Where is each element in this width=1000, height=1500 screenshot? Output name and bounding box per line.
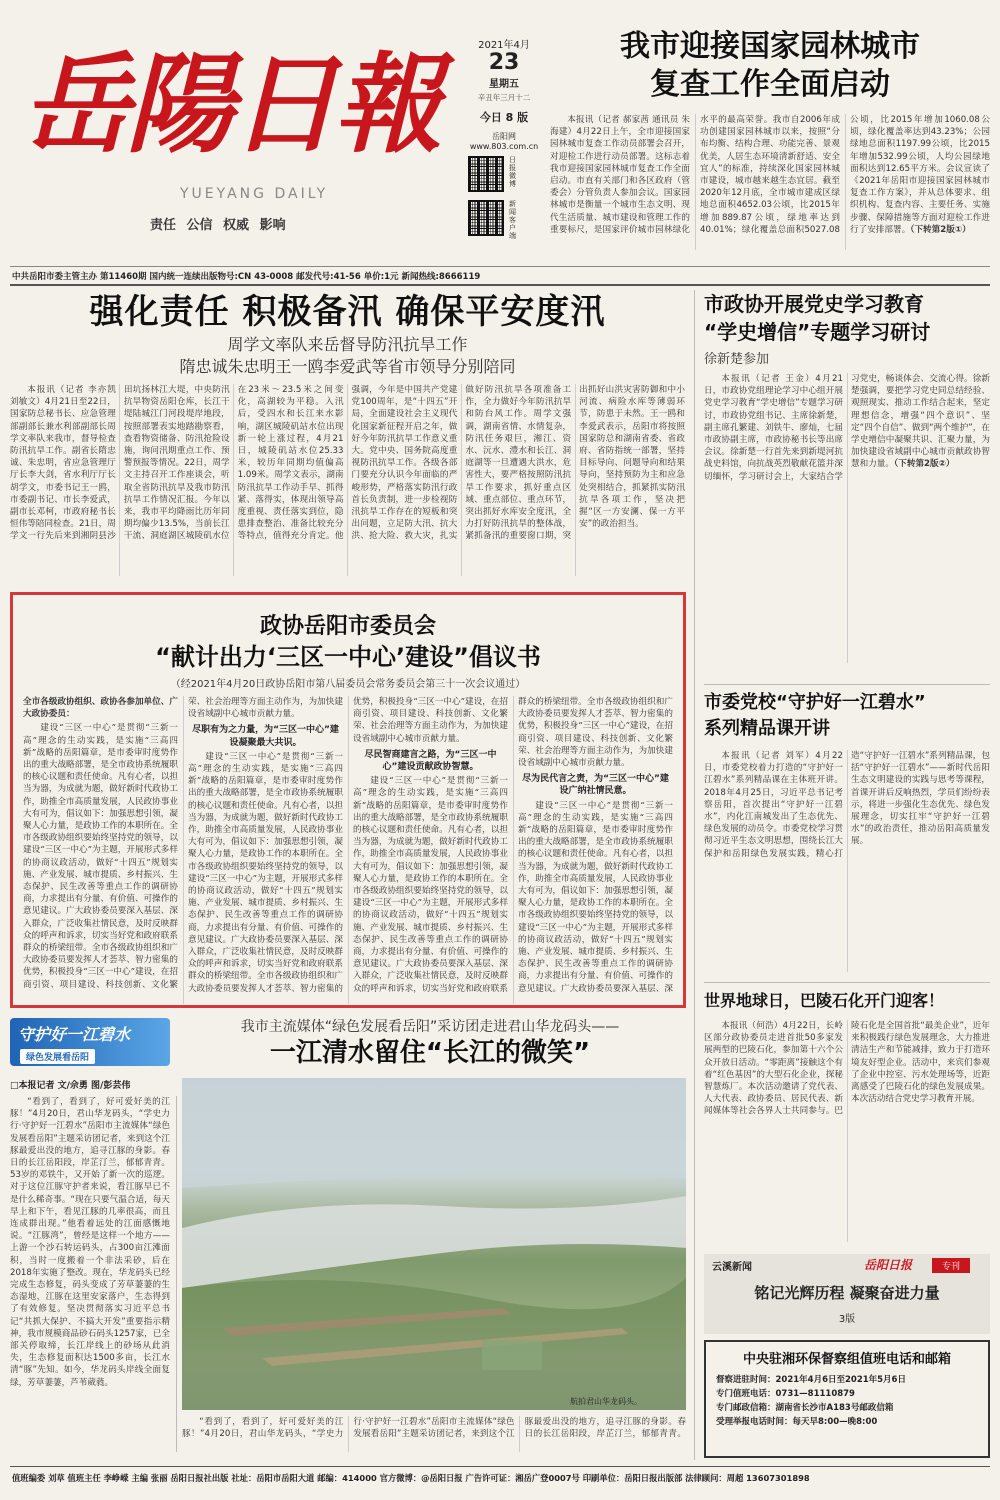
right-story-2-body: 本报讯（记者 刘军）4月22日，市委党校着力打造的“守护好一江碧水”系列精品课在主体班开讲。2018年4月25日，习近平总书记考察岳阳，首次提出“守护好一江碧水”，内化江南城发出了生态优先、绿色发展的动员令。市委党校学习贯彻习近平生态文明思想，围绕长江大保护和岳阳绿色发展实践，精心打造“守护好一江碧水”系列精品课，包括“守护好一江碧水”——新时代岳阳生态文明建设的实践与思考等课程，首课开讲后反响热烈，学员们纷纷表示，将进一步强化生态优先、绿色发展理念，切实扛牢“守护好一江碧水”的政治责任，推动岳阳高质量发展。	[704, 751, 990, 859]
top-story-title-2: 复查工作全面启动	[650, 67, 890, 102]
top-story-body: 本报讯（记者 郝家茜 通讯员 朱海建）4月22日上午，全市迎接国家园林城市复查工作动员部署会召开，对迎检工作进行动员部署。这标志着我市迎接国家园林城市复查工作全面启动。市直有关部门和各区政府（管委会）分管负责人参加会议。国家园林城市是衡量一个城市生态文明、现代生活质量、城市建设和管理工作的重要标尺，是国家评价城市园林绿化水平的最高荣誉。我市自2006年成功创建国家园林城市以来，按照“分布均衡、结构合理、功能完善、景观优美，人居生态环境清新舒适、安全宜人”的标准，持续深化国家园林城市建设，城市越来越生态宜居。截至2020年12月底，全市城市建成区绿地总面积4652.03公顷，比2015年增加889.87公顷，绿地率达到40.01%；绿化覆盖总面积5027.08公顷，比2015年增加1060.08公顷，绿化覆盖率达到43.23%；公园绿地总面积1197.99公顷，比2015年增加532.99公顷，人均公园绿地面积达到12.65平方米。会议宣读了《2021年岳阳市迎接国家园林城市复查工作方案》，并从总体要求、组织机构、复查内容、主要任务、实施步骤、保障措施等方面对迎检工作进行了安排部署。（下转第2版①）	[550, 115, 990, 235]
qr-label-app: 新闻客户端	[509, 200, 516, 240]
promo-label: 云溪新闻	[712, 1262, 752, 1273]
date-block	[465, 36, 543, 151]
right-story-1-title-2: “学史增信”专题学习研讨	[704, 320, 931, 344]
yangtze-kicker: 我市主流媒体“绿色发展看岳阳”采访团走进君山华龙码头——	[240, 1019, 620, 1035]
right-story-3-body: 本报讯（何浩）4月22日，长岭区部分政协委员走进首批50多家发展两型的巴陵石化，参加第十六个公众开放日活动。“零距离”接触这个有着“红色基因”的大型石化企业，探秘智慧炼厂。本次活动邀请了党代表、人大代表、政协委员、居民代表、新闻媒体等社会各界人士共同参与。巴陵石化是全国首批“最美企业”，近年来积极践行绿色发展理念，大力推进清洁生产和节能减排，致力于打造环境友好型企业。活动中，来宾们参观了企业中控室、污水处理场等，近距离感受了巴陵石化的绿色发展成果。本次活动结合党史学习教育开展。	[704, 1021, 990, 1117]
top-story-title-1: 我市迎接国家园林城市	[620, 29, 920, 64]
cppcc-proposal-box	[10, 592, 686, 1008]
cppcc-section-1: 尽职有为之力量，为“三区一中心”建设凝聚最大共识。	[192, 725, 339, 748]
top-story	[550, 28, 990, 260]
notice-line-3: 专门邮政信箱：湖南省长沙市A183号邮政信箱	[716, 1403, 894, 1413]
right-story-3-title: 世界地球日，巴陵石化开门迎客！	[704, 991, 945, 1010]
notice-title: 中央驻湘环保督察组值班电话和邮箱	[742, 1352, 951, 1367]
yangtze-aerial-photo	[182, 1078, 686, 1410]
right-rule-2	[704, 982, 990, 983]
right-rule-1	[704, 684, 990, 685]
cppcc-section-3: 尽为民代言之责，为“三区一中心”建设广纳社情民意。	[522, 774, 669, 797]
date-lunar: 辛丑年三月十二	[477, 93, 531, 102]
promo-box[interactable]	[704, 1254, 990, 1334]
date-weekday: 星期五	[489, 79, 519, 90]
right-story-1-title-1: 市政协开展党史学习教育	[704, 292, 924, 316]
main-story-title: 强化责任 积极备汛 确保平安度汛	[89, 292, 606, 332]
campaign-badge-sub: 绿色发展看岳阳	[20, 1049, 95, 1064]
promo-title: 铭记光辉历程 凝聚奋进力量	[754, 1284, 940, 1302]
footer: 值班编委 刘草 值班主任 李峥嵘 主编 张丽 岳阳日报社出版 社址：岳阳市岳阳大道 邮编：414000 官方微博：@岳阳日报 广告许可证：湘岳广登0007号 印刷单位：岳阳日报出版部 法律顾问：周超 13607301898	[12, 1473, 810, 1483]
column-divider	[694, 290, 695, 1460]
campaign-badge	[10, 1018, 170, 1066]
page-count: 今日 8 版	[479, 111, 529, 124]
yangtze-body-bottom: “看到了，看到了，好可爱好美的江豚！”4月20日，君山华龙码头，“学史力行·守护好一江碧水”岳阳市主流媒体“绿色发展看岳阳”主题采访团记者，来到这个江豚最爱出没的地方，追寻江豚的身影。春日的长江岳阳段，岸芷汀兰，郁郁青青。	[182, 1417, 686, 1440]
campaign-badge-title: 守护好一江碧水	[18, 1025, 131, 1044]
right-story-3	[704, 988, 990, 1248]
cppcc-section-2: 尽民智商建言之路，为“三区一中心”建设贡献政协智慧。	[364, 749, 497, 773]
yangtze-body-left: “看到了，看到了，好可爱好美的江豚！”4月20日，君山华龙码头，“学史力行·守护好一江碧水”岳阳市主流媒体“绿色发展看岳阳”主题采访团记者，来到这个江豚最爱出没的地方，追寻江豚的身影。春日的长江岳阳段，岸芷汀兰，郁郁青青。53岁的邓铁牛，又开始了新一次的巡逻。对于这位江豚守护者来说，看江豚早已不是什么稀奇事。“现在只要气温合适，每天早上和下午，看见江豚的几率很高，而且连成群出现。”他看着远处的江面感慨地说。“江豚湾”，曾经是这样一个地方——上游一个沙石转运码头，占300亩江滩面积，当时一度搬着一个非法采砂，后在2018年实施了整改。现在，华龙码头已经完成生态修复，码头变成了芳草萋萋的生态湿地，江豚在这里安家落户，生态得到了有效修复。坚决贯彻落实习近平总书记“共抓大保护、不搞大开发”重要指示精神，我市规模商品砂石码头1257家，已全部关停取缔，长江岸线上的砂场从此消失，生态修复面积达1500多亩，长江水清“豚”先知。如今，华龙码头岸线全面复绿，芳草萋萋，芦苇葳蕤。	[10, 1097, 170, 1388]
info-bar: 中共岳阳市委主管主办 第11460期 国内统一连续出版物号:CN 43-0008 邮发代号:41-56 单价:1元 新闻热线:8666119	[12, 272, 481, 282]
qr-label-weibo: 日报微博	[509, 156, 516, 188]
footer-rule	[10, 1466, 990, 1467]
promo-page: 3版	[838, 1314, 856, 1325]
notice-box	[704, 1340, 990, 1458]
main-story-body: 本报讯（记者 李亦凯 刘敏文）4月21日至22日，国家防总秘书长、应急管理部副部长兼水利部副部长周学文率队来我市，督导检查防汛抗旱工作。副省长隋忠诚、朱忠明，省应急管理厅厅长李大剑，省水利厅厅长胡学文，市委书记王一鸥，市委副书记、市长李爱武，副市长邓柯，市政府秘书长恒伟等陪同检查。21日，周学文一行先后来到湘阴县沙田坑扬林江大堤，中央防汛抗旱物资岳阳仓库，长江干堤陆城江门河段堤岸地段，按照部署表实地踏勘察看，查看物资储备、防汛抢险设施，询问汛期重点工作、预警预报等情况。22日，周学文主持召开工作座谈会，听取全省防汛抗旱及我市防汛抗旱工作情况汇报。今年以来，我市平均降雨比历年同期均偏少13.5%，当前长江干流、洞庭湖区城陵矶水位在23米～23.5米之间变化，高湖较为平稳。入汛后，受四水和长江来水影响，湖区城陵矶站水位出现新一轮上涨过程，4月21日，城陵矶站水位25.33米，较历年同期均值偏高1.09米。周学文表示，湖南防汛抗旱工作动手早、抓得紧、落得实，体现出领导高度重视、责任落实到位，隐患排查整治、准备比较充分等特点，值得充分肯定。他强调，今年是中国共产党建党100周年，是“十四五”开局，全面建设社会主义现代化国家新征程开启之年，做好今年防汛抗旱工作意义重大。党中央、国务院高度重视防汛抗旱工作。各级各部门要充分认识今年面临的严峻形势，严格落实防汛行政首长负责制，进一步检视防汛抗旱工作存在的短板和突出问题，立足防大汛、抗大洪、抢大险、救大灾，扎实做好防汛抗旱各项准备工作，全力做好今年防汛抗旱和防台风工作。周学文强调，湖南省情、水情复杂，防汛任务艰巨，湘江、资水、沅水、澧水和长江、洞庭湖等一旦遭遇大洪水，危害性大，要严格按照防汛抗旱工作要求，抓好重点区域、重点部位、重点环节，突出抓好水库安全度汛，全力打好防汛抗旱的整体战，紧抓备汛的重要窗口期，突出抓好山洪灾害防御和中小河流、病险水库等薄弱环节，防患于未然。王一鸥和李爱武表示，岳阳市将按照国家防总和湖南省委、省政府、省防指统一部署，坚持目标导向、问题导向和结果导向，坚持预防为主和应急处突相结合，抓紧抓实防汛抗旱各项工作，坚决把握“区一方安澜、保一方平安”的政治担当。	[10, 385, 685, 542]
main-story	[10, 290, 685, 585]
site-url[interactable]: www.803.com.cn	[469, 142, 539, 151]
cppcc-body: 全市各级政协组织、政协各参加单位、广大政协委员： 建设“三区一中心”是贯彻“三新一高”理念的生动实践，是实施“三高四新”战略的岳阳篇章，是市委审时度势作出的重大战略部署，是全市政协系统履职的核心议题和责任使命。凡有心者，以担当为器，为成就为题，做好新时代政协工作，助推全市高质量发展，人民政协事业大有可为，倡议如下：加强思想引领，凝聚人心力量，是政协工作的本职所在。全市各级政协组织要始终坚持党的领导，以建设“三区一中心”为主题，开展形式多样的协商议政活动，做好“十四五”规划实施、产业发展、城市提质、乡村振兴、生态保护、民生改善等重点工作的调研协商，力求提出有分量、有价值、可操作的意见建议。广大政协委员要深入基层、深入群众，广泛收集社情民意，及时反映群众的呼声和诉求，切实当好党和政府联系群众的桥梁纽带。全市各级政协组织和广大政协委员要发挥人才荟萃、智力密集的优势，积极投身“三区一中心”建设，在招商引资、项目建设、科技创新、文化繁荣、社会治理等方面主动作为，为加快建设省域副中心城市贡献力量。 尽职有为之力量，为“三区一中心”建设凝聚最大共识。 建设“三区一中心”是贯彻“三新一高”理念的生动实践，是实施“三高四新”战略的岳阳篇章，是市委审时度势作出的重大战略部署，是全市政协系统履职的核心议题和责任使命。凡有心者，以担当为器，为成就为题，做好新时代政协工作，助推全市高质量发展，人民政协事业大有可为，倡议如下：加强思想引领，凝聚人心力量，是政协工作的本职所在。全市各级政协组织要始终坚持党的领导，以建设“三区一中心”为主题，开展形式多样的协商议政活动，做好“十四五”规划实施、产业发展、城市提质、乡村振兴、生态保护、民生改善等重点工作的调研协商，力求提出有分量、有价值、可操作的意见建议。广大政协委员要深入基层、深入群众，广泛收集社情民意，及时反映群众的呼声和诉求，切实当好党和政府联系群众的桥梁纽带。全市各级政协组织和广大政协委员要发挥人才荟萃、智力密集的优势，积极投身“三区一中心”建设，在招商引资、项目建设、科技创新、文化繁荣、社会治理等方面主动作为，为加快建设省域副中心城市贡献力量。 尽民智商建言之路，为“三区一中心”建设贡献政协智慧。 建设“三区一中心”是贯彻“三新一高”理念的生动实践，是实施“三高四新”战略的岳阳篇章，是市委审时度势作出的重大战略部署，是全市政协系统履职的核心议题和责任使命。凡有心者，以担当为器，为成就为题，做好新时代政协工作，助推全市高质量发展，人民政协事业大有可为，倡议如下：加强思想引领，凝聚人心力量，是政协工作的本职所在。全市各级政协组织要始终坚持党的领导，以建设“三区一中心”为主题，开展形式多样的协商议政活动，做好“十四五”规划实施、产业发展、城市提质、乡村振兴、生态保护、民生改善等重点工作的调研协商，力求提出有分量、有价值、可操作的意见建议。广大政协委员要深入基层、深入群众，广泛收集社情民意，及时反映群众的呼声和诉求，切实当好党和政府联系群众的桥梁纽带。全市各级政协组织和广大政协委员要发挥人才荟萃、智力密集的优势，积极投身“三区一中心”建设，在招商引资、项目建设、科技创新、文化繁荣、社会治理等方面主动作为，为加快建设省域副中心城市贡献力量。 尽为民代言之责，为“三区一中心”建设广纳社情民意。 建设“三区一中心”是贯彻“三新一高”理念的生动实践，是实施“三高四新”战略的岳阳篇章，是市委审时度势作出的重大战略部署，是全市政协系统履职的核心议题和责任使命。凡有心者，以担当为器，为成就为题，做好新时代政协工作，助推全市高质量发展，人民政协事业大有可为，倡议如下：加强思想引领，凝聚人心力量，是政协工作的本职所在。全市各级政协组织要始终坚持党的领导，以建设“三区一中心”为主题，开展形式多样的协商议政活动，做好“十四五”规划实施、产业发展、城市提质、乡村振兴、生态保护、民生改善等重点工作的调研协商，力求提出有分量、有价值、可操作的意见建议。广大政协委员要深入基层、深	[23, 697, 673, 994]
date-year-month: 2021年4月	[478, 40, 530, 51]
notice-line-2: 专门值班电话：0731—81110879	[716, 1389, 855, 1399]
slogan: 责任 公信 权威 影响	[150, 218, 286, 233]
river-scene-svg	[182, 1078, 686, 1410]
main-story-subtitle-1: 周学文率队来岳督导防汛抗旱工作	[227, 335, 468, 354]
right-story-2	[704, 690, 990, 980]
cppcc-note: （经2021年4月20日政协岳阳市第八届委员会常务委员会第三十一次会议通过）	[170, 679, 526, 690]
info-bar-rule-bottom	[10, 284, 990, 286]
site-name: 岳阳网	[492, 132, 516, 141]
yangtze-title: 一江清水留住“长江的微笑”	[269, 1038, 591, 1068]
logo: 岳陽日報	[22, 42, 439, 168]
right-story-2-title-2: 系列精品课开讲	[704, 718, 830, 739]
promo-tag: 专刊	[932, 1258, 970, 1273]
right-story-2-title-1: 市委党校“守护好一江碧水”	[704, 692, 926, 713]
qr-code-app	[468, 200, 504, 236]
right-story-1	[704, 290, 990, 680]
qr-code-weibo	[468, 156, 504, 192]
photo-caption: 航拍君山华龙码头。	[570, 1397, 642, 1406]
yangtze-byline: □本报记者 文/佘勇 图/彭芸伟	[10, 1081, 131, 1091]
yangtze-divider	[176, 1096, 177, 1452]
logo-en: YUEYANG DAILY	[180, 186, 329, 202]
cppcc-title-2: “献计出力‘三区一中心’建设”倡议书	[155, 643, 541, 671]
date-day: 23	[488, 50, 520, 75]
notice-line-4: 受理举报电话时间：每天早8:00—晚8:00	[716, 1417, 878, 1427]
right-story-1-body: 本报讯（记者 王金）4月21日，市政协党组理论学习中心组开展党史学习教育“学史增信”专题学习研讨，市政协党组书记、主席徐新楚，副主席孔繁建、刘铁牛、廖灿，七届市政协副主席，市政协秘书长等出席会议。徐新楚一行首先来到新堤河抗战史料馆，向抗战英烈敬献花篮并深切缅怀，学习研讨会上，大家结合学习党史，畅谈体会、交流心得。徐新楚强调，要把学习党史同总结经验、观照现实、推动工作结合起来，坚定理想信念，增强“四个意识”、坚定“四个自信”、做到“两个维护”，在学史增信中凝聚共识、汇聚力量，为加快建设省域副中心城市贡献政协智慧和力量。（下转第2版②）	[704, 374, 990, 482]
info-bar-rule-top	[10, 266, 990, 267]
yangtze-story	[10, 1014, 686, 1454]
main-story-subtitle-2: 隋忠诚朱忠明王一鸥李爱武等省市领导分别陪同	[179, 357, 516, 376]
cppcc-title-1: 政协岳阳市委员会	[259, 614, 436, 639]
right-story-1-byline: 徐新楚参加	[704, 352, 770, 367]
notice-line-1: 督察进驻时间：2021年4月6日至2021年5月6日	[716, 1375, 906, 1385]
promo-logo: 岳阳日报	[864, 1258, 913, 1272]
